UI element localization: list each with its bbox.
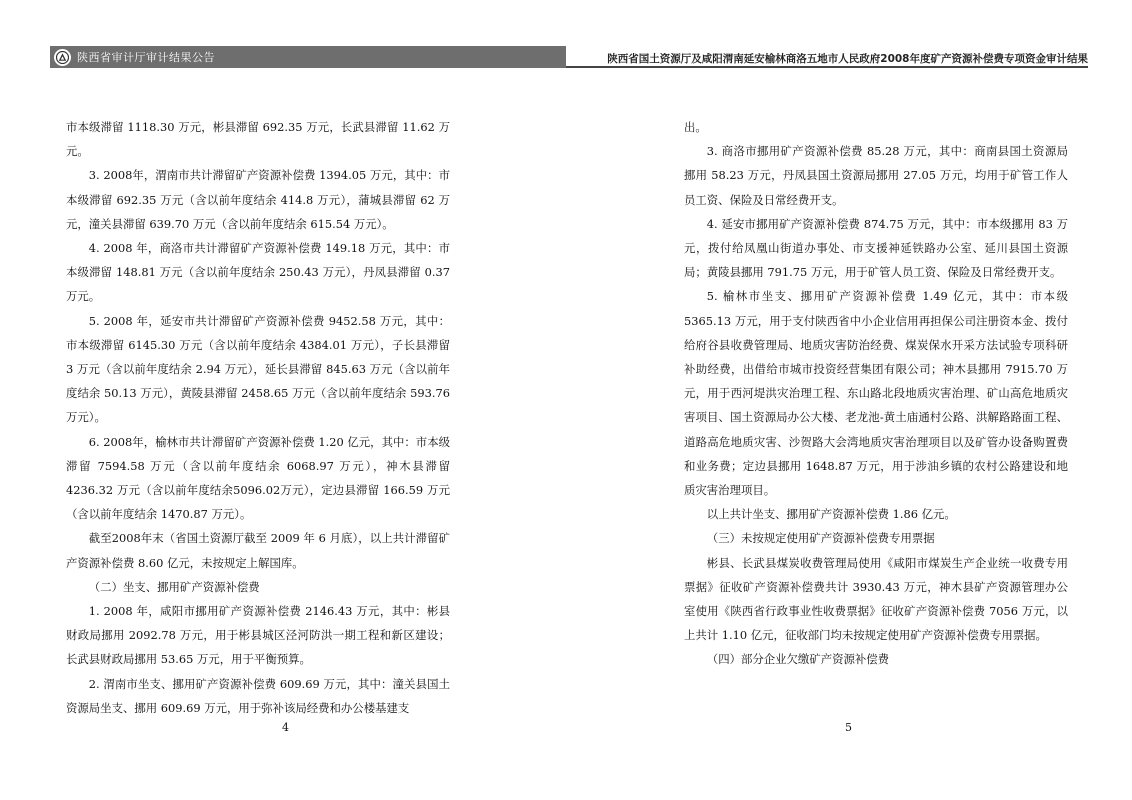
section-heading: （三）未按规定使用矿产资源补偿费专用票据 [706,531,935,546]
paragraph: 6. 2008年，榆林市共计滞留矿产资源补偿费 1.20 亿元，其中：市本级滞留 7594.58 万元（含以前年度结余 6068.97 万元），神木县滞留 4236.32 万元（含以前年度结余5096.02万元），定边县滞留 166.59 万元（含以前年度结余 1470.87 万元）。 [66,434,450,522]
paragraph: 4. 延安市挪用矿产资源补偿费 874.75 万元，其中：市本级挪用 83 万元，拨付给凤凰山街道办事处、市支援神延铁路办公室、延川县国土资源局；黄陵县挪用 791.75 万元，用于矿管人员工资、保险及日常经费开支。 [684,216,1068,280]
section-heading: （二）坐支、挪用矿产资源补偿费 [88,579,260,594]
paragraph: 4. 2008 年，商洛市共计滞留矿产资源补偿费 149.18 万元，其中：市本级滞留 148.81 万元（含以前年度结余 250.43 万元），丹凤县滞留 0.37 万元。 [66,241,450,304]
header-right-title: 陕西省国土资源厅及咸阳渭南延安榆林商洛五地市人民政府2008年度矿产资源补偿费专项资金审计结果 [607,53,1088,65]
audit-emblem-icon [54,49,71,66]
header-left-bar [50,46,566,68]
page-number-right: 5 [845,721,852,734]
section-heading: （四）部分企业欠缴矿产资源补偿费 [706,652,890,667]
paragraph: 彬县、长武县煤炭收费管理局使用《咸阳市煤炭生产企业统一收费专用票据》征收矿产资源补偿费共计 3930.43 万元，神木县矿产资源管理办公室使用《陕西省行政事业性收费票据》征收矿产资源补偿费 7056 万元，以上共计 1.10 亿元，征收部门均未按规定使用矿产资源补偿费专用票据。 [684,555,1068,643]
paragraph: 以上共计坐支、挪用矿产资源补偿费 1.86 亿元。 [706,507,956,522]
paragraph: 截至2008年末（省国土资源厅截至 2009 年 6 月底），以上共计滞留矿产资源补偿费 8.60 亿元，未按规定上解国库。 [66,531,450,570]
paragraph: 3. 2008年，渭南市共计滞留矿产资源补偿费 1394.05 万元，其中：市本级滞留 692.35 万元（含以前年度结余 414.8 万元），蒲城县滞留 62 万元，潼关县滞留 639.70 万元（含以前年度结余 615.54 万元）。 [66,168,450,231]
header-rule [566,66,1088,68]
left-page-body [66,115,450,720]
page-number-left: 4 [282,721,289,734]
paragraph: 1. 2008 年，咸阳市挪用矿产资源补偿费 2146.43 万元，其中：彬县财政局挪用 2092.78 万元，用于彬县城区泾河防洪一期工程和新区建设；长武县财政局挪用 53.65 万元，用于平衡预算。 [66,604,450,667]
header-left-title: 陕西省审计厅审计结果公告 [77,51,215,64]
right-page-body [684,115,1068,672]
paragraph: 出。 [684,120,707,134]
paragraph: 5. 2008 年，延安市共计滞留矿产资源补偿费 9452.58 万元，其中：市本级滞留 6145.30 万元（含以前年度结余 4384.01 万元），子长县滞留 3 万元（含以前年度结余 2.94 万元），延长县滞留 845.63 万元（含以前年度结余 50.13 万元），黄陵县滞留 2458.65 万元（含以前年度结余 593.76 万元）。 [66,313,450,425]
paragraph: 3. 商洛市挪用矿产资源补偿费 85.28 万元，其中：商南县国土资源局挪用 58.23 万元，丹凤县国土资源局挪用 27.05 万元，均用于矿管工作人员工资、保险及日常经费开支。 [684,144,1068,207]
paragraph: 2. 渭南市坐支、挪用矿产资源补偿费 609.69 万元，其中：潼关县国土资源局坐支、挪用 609.69 万元，用于弥补该局经费和办公楼基建支 [66,676,450,715]
paragraph: 5. 榆林市坐支、挪用矿产资源补偿费 1.49 亿元，其中：市本级 5365.13 万元，用于支付陕西省中小企业信用再担保公司注册资本金、拨付给府谷县收费管理局、地质灾害防治经费、煤炭保水开采方法试验专项科研补助经费，出借给市城市投资经营集团有限公司；神木县挪用 7915.70 万元，用于西河堤洪灾治理工程、东山路北段地质灾害治理、矿山高危地质灾害项目、国土资源局办公大楼、老龙池-黄土庙通村公路、洪解路路面工程、道路高危地质灾害、沙贺路大会湾地质灾害治理项目以及矿管办设备购置费和业务费；定边县挪用 1648.87 万元，用于涉油乡镇的农村公路建设和地质灾害治理项目。 [684,289,1068,498]
paragraph: 市本级滞留 1118.30 万元，彬县滞留 692.35 万元，长武县滞留 11.62 万元。 [66,120,450,159]
